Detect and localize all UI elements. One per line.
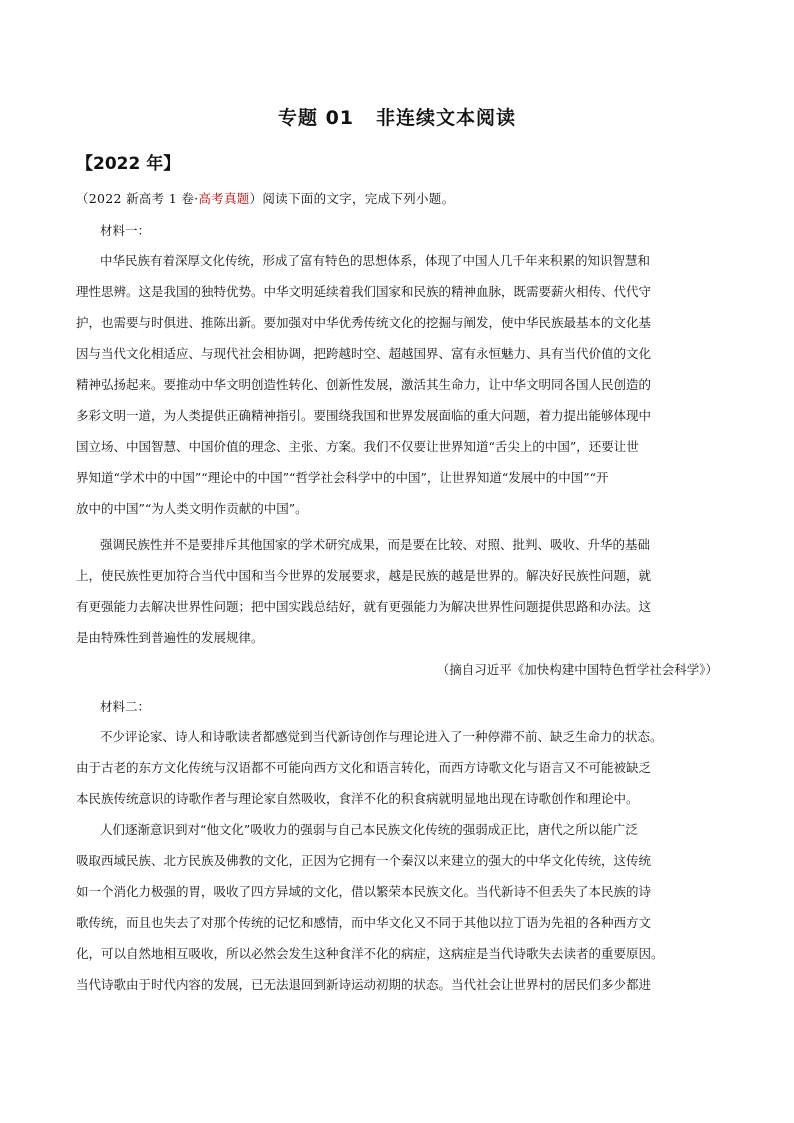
text-line: 如一个消化力极强的胃，吸收了四方异域的文化，借以繁荣本民族文化。当代新诗不但丢失了本民族的诗 <box>76 884 652 899</box>
text-line: 多彩文明一道，为人类提供正确精神指引。要围绕我国和世界发展面临的重大问题，着力提出能够体现中 <box>76 408 652 423</box>
text-line: 由于古老的东方文化传统与汉语都不可能向西方文化和语言转化，而西方诗歌文化与语言又不可能被缺乏 <box>76 760 652 775</box>
text-line: 强调民族性并不是要排斥其他国家的学术研究成果，而是要在比较、对照、批判、吸收、升华的基础 <box>100 537 651 552</box>
text-line: 化，可以自然地相互吸收，所以必然会发生这种食洋不化的病症，这病症是当代诗歌失去读者的重要原因。 <box>76 946 664 961</box>
text-line: 不少评论家、诗人和诗歌读者都感觉到当代新诗创作与理论进入了一种停滞不前、缺乏生命力的状态。 <box>100 729 663 744</box>
text-line: 放中的中国”“为人类文明作贡献的中国”。 <box>76 501 308 516</box>
page-title <box>0 103 794 130</box>
text-line: 界知道“学术中的中国”“理论中的中国”“哲学社会科学中的中国”，让世界知道“发展中的中国”“开 <box>76 470 609 485</box>
text-line: 人们逐渐意识到对“他文化”吸收力的强弱与自己本民族文化传统的强弱成正比，唐代之所以能广泛 <box>100 822 638 837</box>
text-line: 上，使民族性更加符合当代中国和当今世界的发展要求，越是民族的越是世界的。解决好民族性问题，就 <box>76 568 652 583</box>
material2-label: 材料二： <box>100 699 151 714</box>
material1-source: （摘自习近平《加快构建中国特色哲学社会科学》） <box>436 662 718 677</box>
text-line: 理性思辨。这是我国的独特优势。中华文明延续着我们国家和民族的精神血脉，既需要薪火相传、代代守 <box>76 284 652 299</box>
section-header: 【2022 年】 <box>76 154 181 174</box>
material1-paragraph1 <box>76 245 718 524</box>
text-line: 国立场、中国智慧、中国价值的理念、主张、方案。我们不仅要让世界知道“舌尖上的中国”，还要让世 <box>76 439 639 454</box>
material1-label: 材料一： <box>100 223 151 238</box>
intro-prefix: （2022 新高考 1 卷· <box>76 191 199 206</box>
text-line: 中华民族有着深厚文化传统，形成了富有特色的思想体系，体现了中国人几千年来积累的知识智慧和 <box>100 253 651 268</box>
question-intro <box>76 189 454 207</box>
text-line: 有更强能力去解决世界性问题；把中国实践总结好，就有更强能力为解决世界性问题提供思路和办法。这 <box>76 599 652 614</box>
intro-suffix: ）阅读下面的文字，完成下列小题。 <box>249 191 455 206</box>
text-line: 本民族传统意识的诗歌作者与理论家自然吸收，食洋不化的积食病就明显地出现在诗歌创作和理论中。 <box>76 791 639 806</box>
text-line: 是由特殊性到普遍性的发展规律。 <box>76 630 264 645</box>
text-line: 精神弘扬起来。要推动中华文明创造性转化、创新性发展，激活其生命力，让中华文明同各国人民创造的 <box>76 377 652 392</box>
text-line: 因与当代文化相适应、与现代社会相协调，把跨越时空、超越国界、富有永恒魅力、具有当代价值的文化 <box>76 346 652 361</box>
text-line: 当代诗歌由于时代内容的发展，已无法退回到新诗运动初期的状态。当代社会让世界村的居民们多少都进 <box>76 977 652 992</box>
material2-paragraph1 <box>76 721 718 814</box>
material2-paragraph2 <box>76 814 718 1000</box>
text-line: 吸取西域民族、北方民族及佛教的文化，正因为它拥有一个秦汉以来建立的强大的中华文化传统，这传统 <box>76 853 652 868</box>
intro-highlight: 高考真题 <box>198 191 250 206</box>
text-line: 护，也需要与时俱进、推陈出新。要加强对中华优秀传统文化的挖掘与阐发，使中华民族最基本的文化基 <box>76 315 652 330</box>
material1-paragraph2 <box>76 529 718 653</box>
title-part1: 专题 01 <box>277 107 355 129</box>
title-part2: 非连续文本阅读 <box>376 107 517 129</box>
text-line: 歌传统，而且也失去了对那个传统的记忆和感情，而中华文化又不同于其他以拉丁语为先祖的各种西方文 <box>76 915 652 930</box>
